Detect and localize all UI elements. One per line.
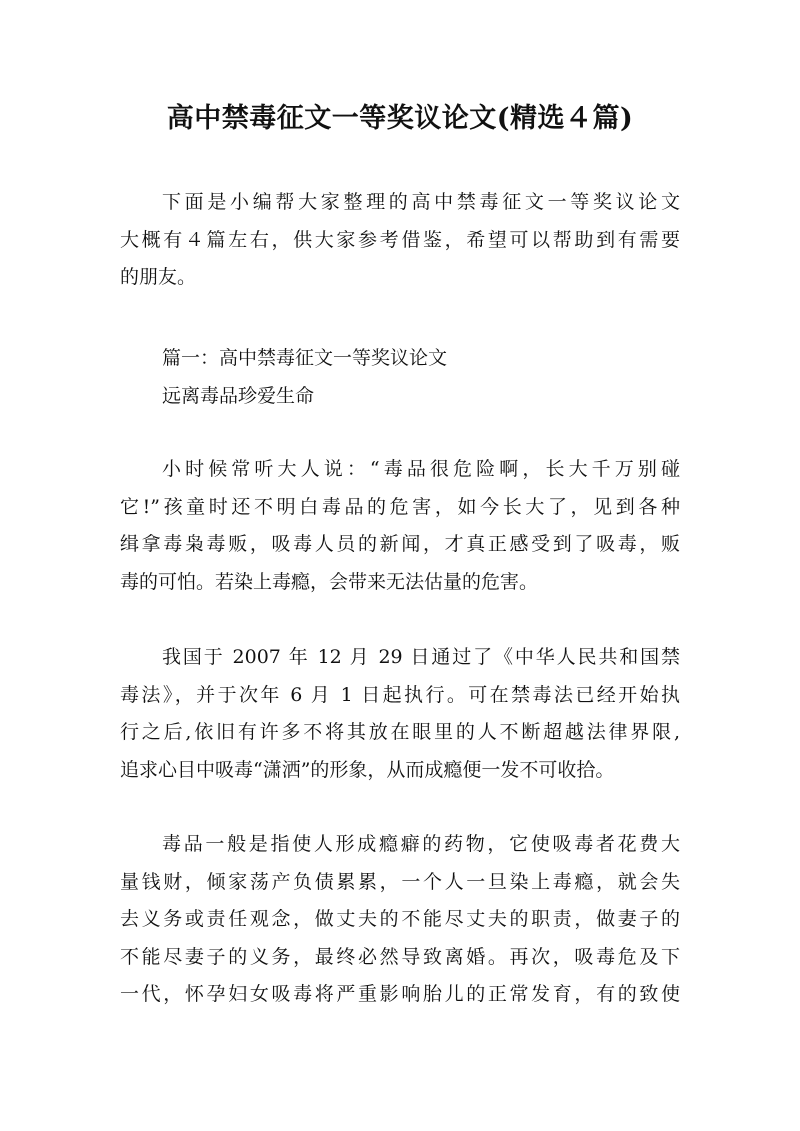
intro-line: 下面是小编帮大家整理的高中禁毒征文一等奖议论文 [162, 191, 680, 213]
paragraph-line: 小时候常听大人说：“毒品很危险啊，长大千万别碰 [162, 458, 680, 480]
body-paragraph-1 [120, 451, 680, 601]
paragraph-line: 毒的可怕。若染上毒瘾，会带来无法估量的危害。 [120, 570, 539, 593]
paragraph-line: 不能尽妻子的义务，最终必然导致离婚。再次，吸毒危及下 [120, 945, 680, 968]
paragraph-line: 缉拿毒枭毒贩，吸毒人员的新闻，才真正感受到了吸毒，贩 [120, 533, 680, 555]
paragraph-line: 去义务或责任观念，做丈夫的不能尽丈夫的职责，做妻子的 [120, 908, 680, 930]
document-title: 高中禁毒征文一等奖议论文(精选４篇) [166, 103, 634, 134]
paragraph-line: 它!”孩童时还不明白毒品的危害，如今长大了，见到各种 [120, 495, 680, 518]
paragraph-line: 我国于 2007 年 12 月 29 日通过了《中华人民共和国禁 [162, 646, 680, 668]
paragraph-line: 量钱财，倾家荡产负债累累，一个人一旦染上毒瘾，就会失 [120, 870, 680, 893]
body-paragraph-2 [120, 639, 680, 789]
paragraph-line: 毒品一般是指使人形成瘾癖的药物，它使吸毒者花费大 [162, 833, 680, 855]
section-heading: 篇一：高中禁毒征文一等奖议论文 [162, 347, 448, 369]
paragraph-line: 一代，怀孕妇女吸毒将严重影响胎儿的正常发育，有的致使 [120, 983, 680, 1005]
section-heading-block [162, 340, 682, 415]
paragraph-line: 毒法》，并于次年 6 月 1 日起执行。可在禁毒法已经开始执 [120, 683, 680, 706]
section-subheading: 远离毒品珍爱生命 [162, 384, 315, 407]
paragraph-line: 行之后,依旧有许多不将其放在眼里的人不断超越法律界限, [120, 721, 680, 743]
body-paragraph-3 [120, 826, 680, 1014]
paragraph-line: 追求心目中吸毒“潇洒”的形象，从而成瘾便一发不可收拾。 [120, 758, 615, 781]
intro-paragraph [120, 184, 680, 297]
intro-line: 大概有４篇左右，供大家参考借鉴，希望可以帮助到有需要 [120, 228, 680, 251]
intro-line: 的朋友。 [120, 266, 197, 288]
